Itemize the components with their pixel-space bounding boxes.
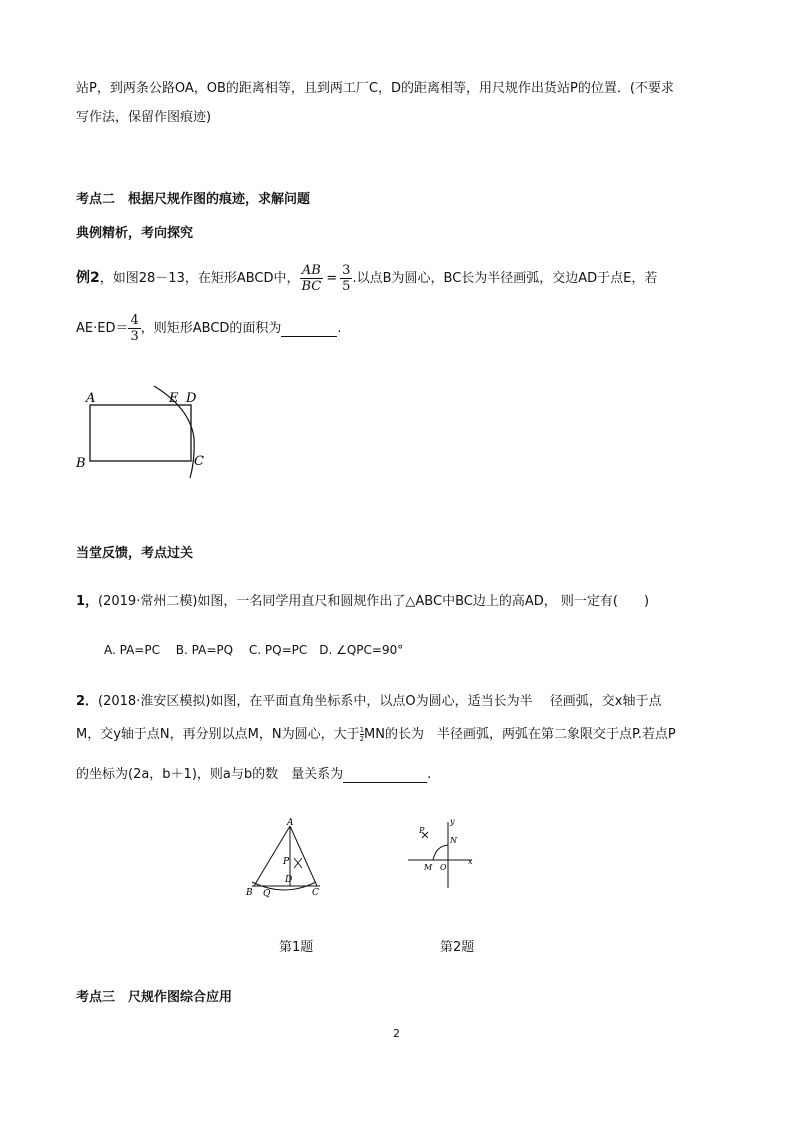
label-c: C — [194, 454, 204, 469]
label-d: D — [186, 391, 197, 406]
question-2-line-3 — [76, 763, 431, 783]
label-a: A — [86, 391, 96, 406]
fig1-label-q: Q — [263, 889, 271, 899]
question-2-text-3a: 的坐标为(2a，b＋1)，则a与b的数 量关系为 — [76, 767, 344, 782]
example-2-line-2 — [76, 313, 342, 344]
question-2-number: 2． — [76, 694, 99, 709]
figure-2-coordinate — [404, 816, 484, 892]
para-line-1: 站P，到两条公路OA，OB的距离相等，且到两工厂C，D的距离相等，用尺规作出货站P的位置．(不要求 — [76, 81, 674, 96]
question-2-text-1: (2018·淮安区模拟)如图，在平面直角坐标系中，以点O为圆心，适当长为半 径画弧，交x轴于点 — [98, 694, 662, 709]
label-b: B — [76, 456, 86, 471]
fig1-label-b: B — [246, 888, 253, 898]
figure-1-caption: 第1题 — [279, 940, 314, 955]
fraction-3-5: $\frac{3}{5}$ — [342, 263, 351, 294]
example-text-b: .以点B为圆心，BC长为半径画弧，交边AD于点E，若 — [352, 271, 658, 286]
fig1-label-a: A — [287, 818, 294, 828]
question-2-text-2b: MN的长为 半径画弧，两弧在第二象限交于点P.若点P — [364, 727, 676, 742]
question-1 — [76, 590, 649, 609]
fig1-label-d: D — [285, 875, 293, 885]
side-ac — [290, 826, 317, 886]
question-2-text-3b: . — [427, 767, 432, 782]
figure-2-caption: 第2题 — [440, 940, 475, 955]
question-1-number: 1， — [76, 594, 99, 609]
figure-1-triangle — [238, 816, 338, 900]
example-text-c: AE·ED＝ — [76, 321, 129, 336]
answer-blank-2[interactable] — [343, 767, 427, 783]
fraction-ab-bc: $\frac{AB}{BC}$ — [301, 263, 322, 294]
para-line-2: 写作法，保留作图痕迹) — [76, 110, 212, 125]
example-text-e: . — [337, 321, 342, 336]
page-number: 2 — [393, 1027, 400, 1040]
fig1-label-c: C — [312, 888, 319, 898]
question-1-options: A. PA=PC B. PA=PQ C. PQ=PC D. ∠QPC=90° — [104, 643, 404, 657]
label-e: E — [169, 391, 179, 406]
example-2-line-1 — [76, 263, 657, 294]
question-2-line-2 — [76, 723, 676, 743]
equals-sign: = — [326, 271, 338, 286]
rectangle-abcd — [90, 405, 191, 461]
question-2-line-1 — [76, 690, 661, 709]
fig2-label-y: y — [450, 817, 455, 826]
subsection-feedback-title: 当堂反馈，考点过关 — [76, 546, 194, 561]
arc-marks — [294, 858, 302, 868]
example-label: 例2 — [76, 270, 100, 286]
fig2-label-x: x — [468, 857, 473, 866]
fig2-label-p: P — [419, 826, 425, 835]
subsection-example-title: 典例精析，考向探究 — [76, 226, 194, 241]
question-1-text: (2019·常州二模)如图，一名同学用直尺和圆规作出了△ABC中BC边上的高AD， 则一定有( ) — [98, 594, 650, 609]
section-3-title: 考点三 尺规作图综合应用 — [76, 990, 233, 1005]
question-2-text-2a: M，交y轴于点N，再分别以点M，N为圆心，大于 — [76, 727, 360, 742]
fraction-one-half: $\frac{1}{2}$ — [359, 726, 365, 743]
arc-mn — [433, 845, 448, 860]
fraction-4-3: $\frac{4}{3}$ — [130, 313, 139, 344]
fig2-label-n: N — [450, 836, 457, 845]
section-2-title: 考点二 根据尺规作图的痕迹，求解问题 — [76, 192, 311, 207]
fig1-label-p: P — [283, 857, 290, 867]
example-text-a: ，如图28－13，在矩形ABCD中， — [99, 271, 300, 286]
fig2-label-o: O — [440, 863, 447, 872]
rectangle-figure — [70, 380, 220, 490]
answer-blank[interactable] — [281, 321, 337, 337]
fig2-label-m: M — [424, 863, 433, 872]
example-text-d: ，则矩形ABCD的面积为 — [140, 321, 282, 336]
